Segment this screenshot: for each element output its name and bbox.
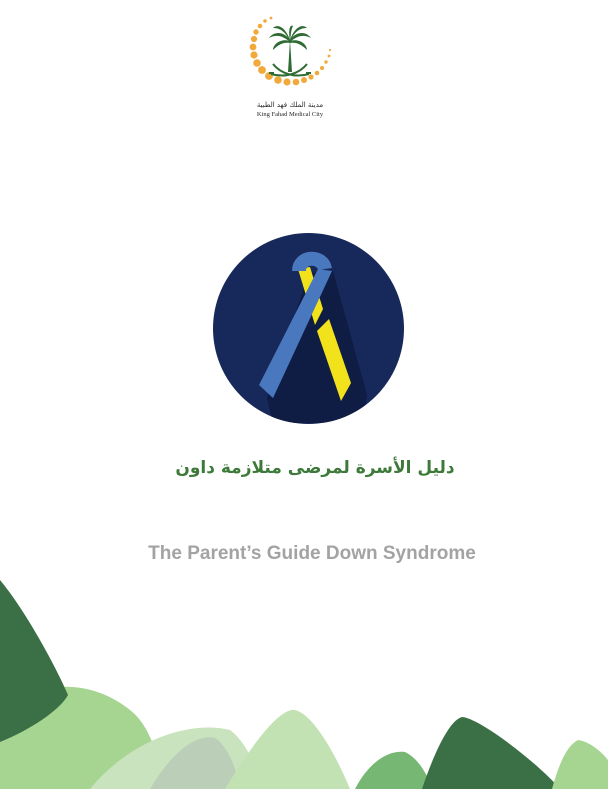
kfmc-logo [243,12,337,124]
logo-english-name: King Fahad Medical City [256,111,324,118]
hill-light-right [552,740,608,789]
palm-and-swords-icon [243,12,337,102]
decorative-hills [0,570,608,789]
hill-dark-right [422,717,560,789]
logo-arabic-name: مدينة الملك فهد الطبية [256,101,324,109]
hill-mid-small [355,752,432,789]
awareness-ribbon-icon [213,233,404,424]
arabic-title: دليل الأسرة لمرضى متلازمة داون [175,458,455,478]
emblem [213,233,404,424]
english-title: The Parent’s Guide Down Syndrome [148,543,476,564]
